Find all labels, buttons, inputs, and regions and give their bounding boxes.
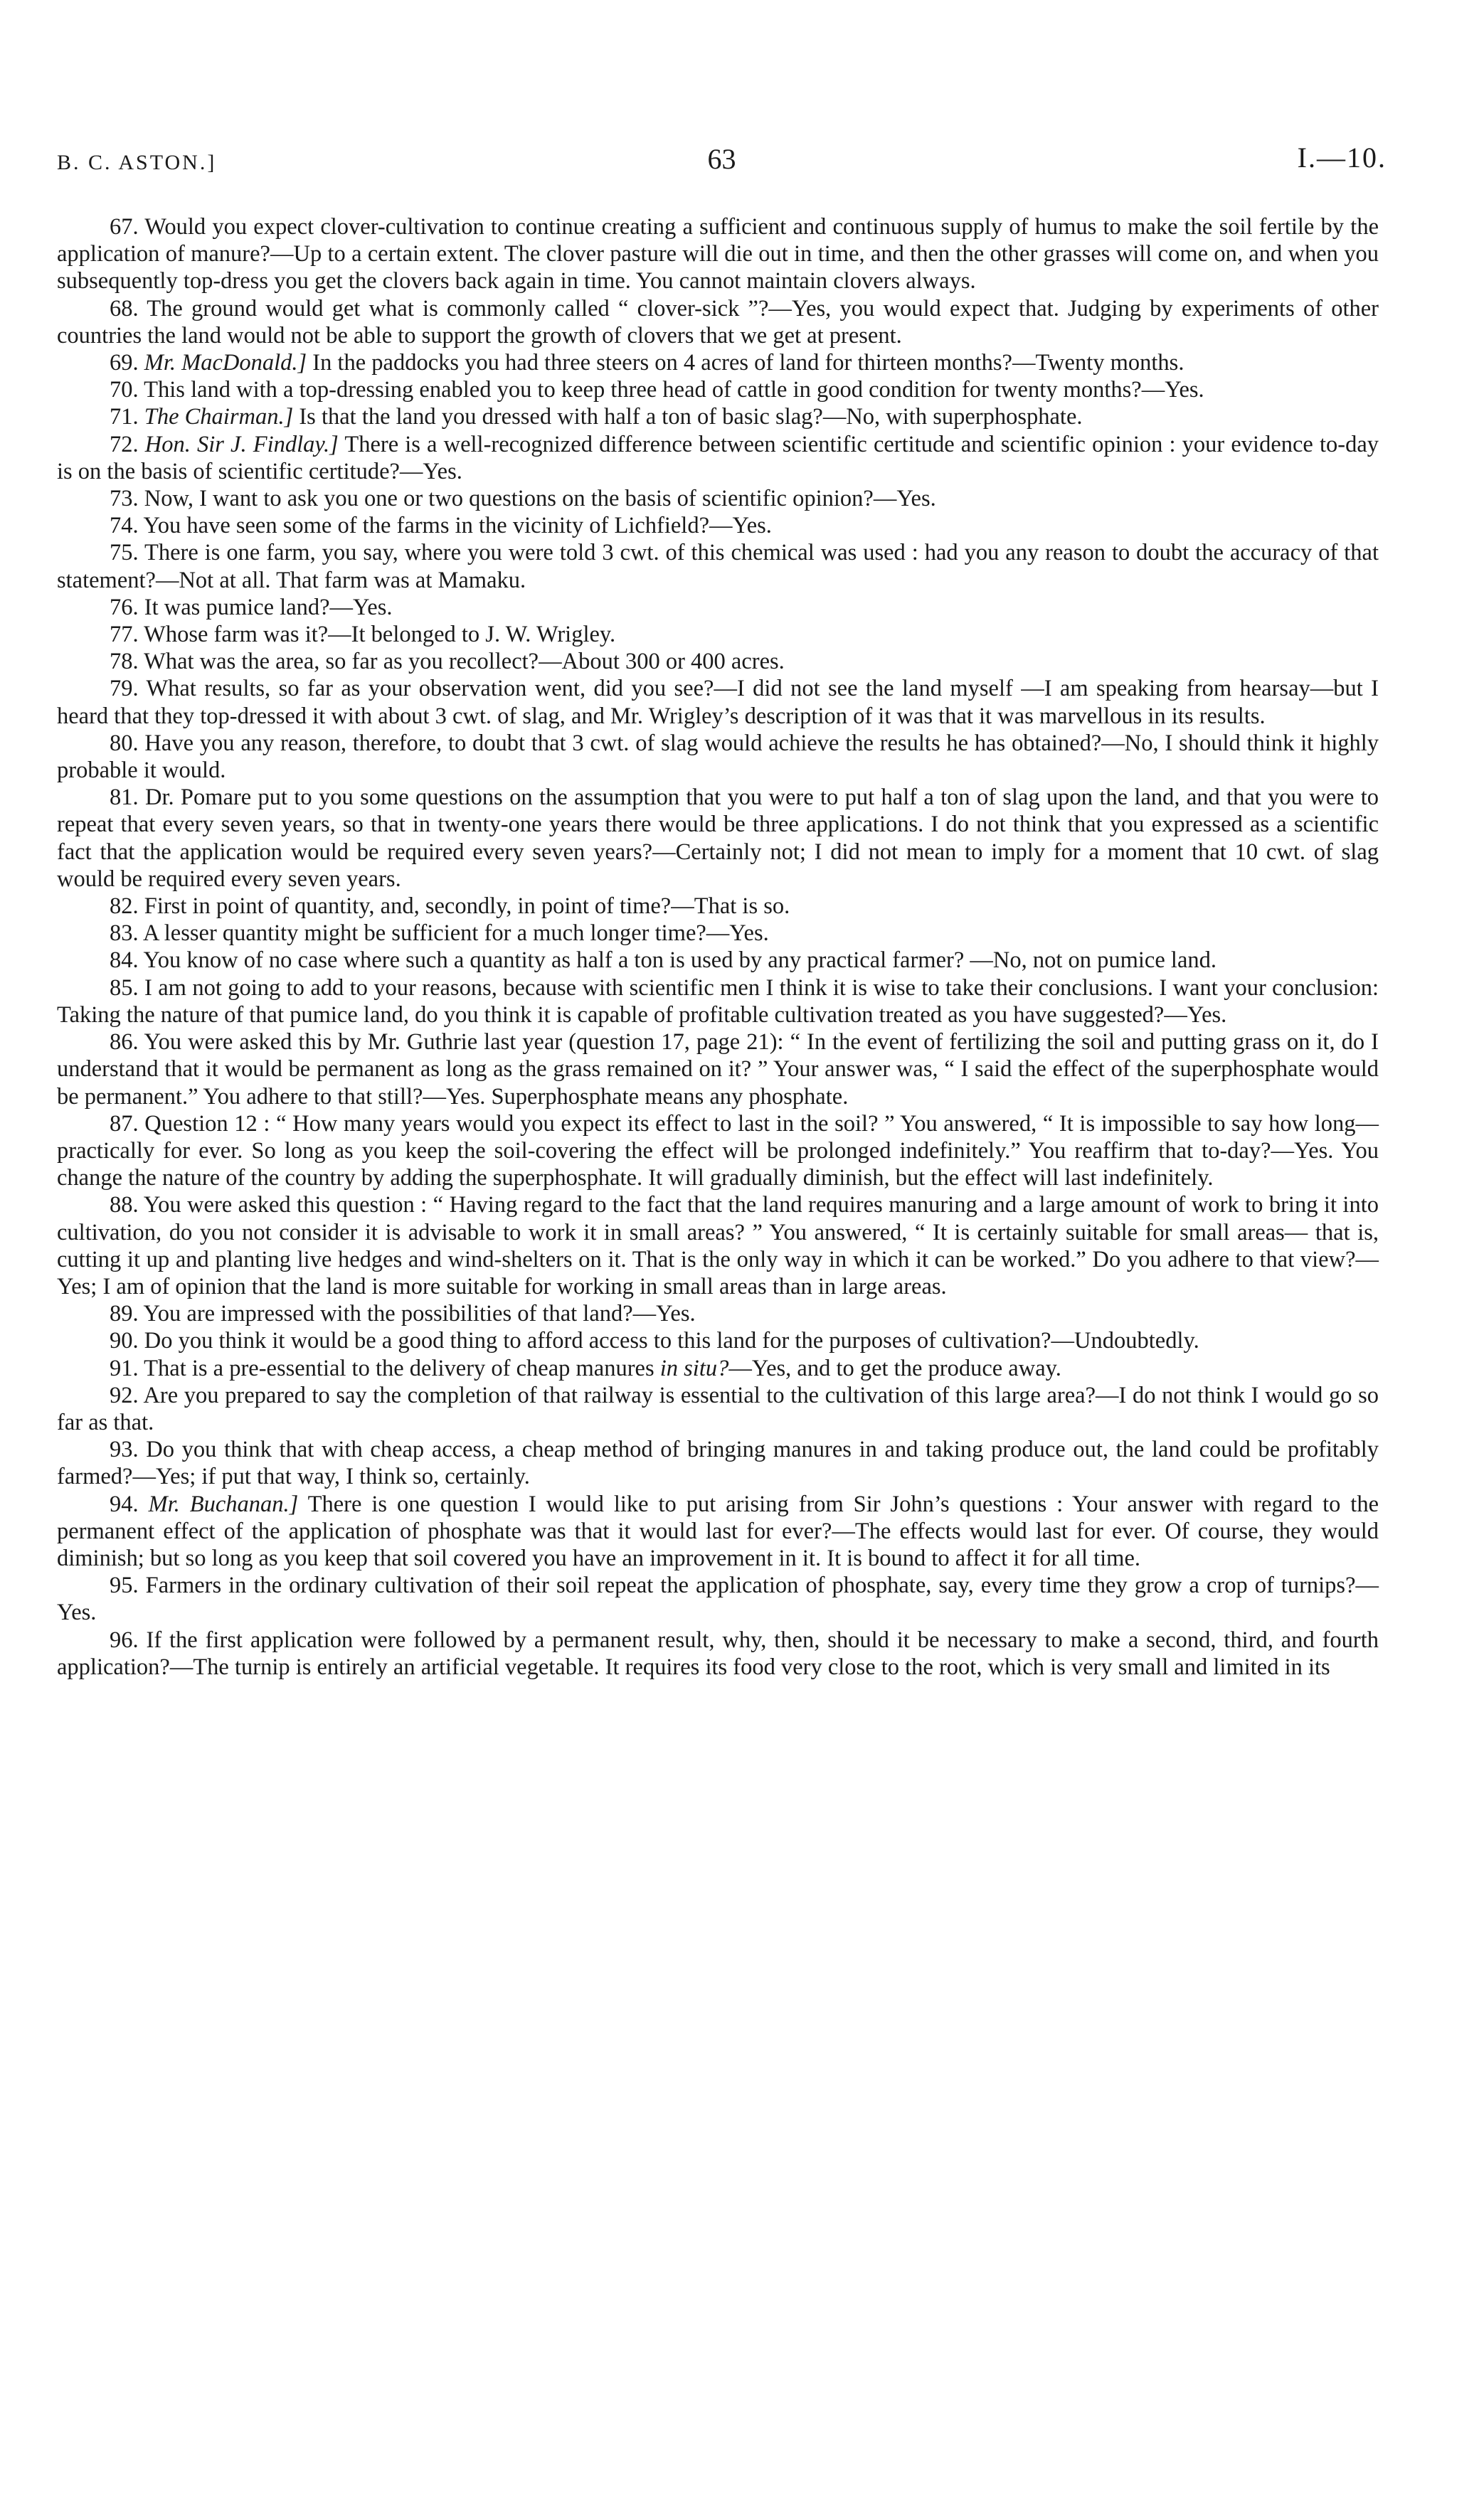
question-answer-text: You have seen some of the farms in the vicinity of Lichfield?—Yes. xyxy=(143,513,772,539)
question-answer-text: There is a well-recognized difference between scientific certitude and scientific opinion : your evidence to-day is on the basis of scientific certitude?—Yes. xyxy=(57,431,1379,484)
question-answer-text: A lesser quantity might be sufficient for a much longer time?—Yes. xyxy=(142,920,769,947)
question-number: 82. xyxy=(110,893,139,920)
question-paragraph xyxy=(57,403,1379,430)
witness-name: B. C. ASTON.] xyxy=(57,151,217,174)
question-text: That is a pre-essential to the delivery of cheap manures xyxy=(144,1355,654,1381)
question-paragraph xyxy=(57,431,1379,485)
question-paragraph xyxy=(57,648,1379,675)
question-answer-text: In the paddocks you had three steers on 4 acres of land for thirteen months?—Twenty months. xyxy=(312,350,1184,376)
question-number: 76. xyxy=(110,594,139,620)
question-paragraph xyxy=(57,594,1379,621)
question-paragraph xyxy=(57,675,1379,729)
question-answer-text: Do you think it would be a good thing to afford access to this land for the purposes of cultivation?—Undoubtedly. xyxy=(144,1328,1199,1354)
question-answer-text: There is one farm, you say, where you were told 3 cwt. of this chemical was used : had you any reason to doubt the accuracy of that statement?—Not at all. That farm was at Mamaku. xyxy=(57,540,1379,593)
question-paragraph xyxy=(57,1355,1379,1382)
question-answer-text: If the first application were followed by a permanent result, why, then, should it be necessary to make a second, third, and fourth application?—The turnip is entirely an artificial vegetable. It requires its food very close to the root, which is very small and limited in its xyxy=(57,1627,1379,1680)
question-answer-text: Have you any reason, therefore, to doubt that 3 cwt. of slag would achieve the results he has obtained?—No, I should think it highly probable it would. xyxy=(57,730,1379,784)
question-number: 91. xyxy=(110,1355,139,1381)
question-answer-text: —Yes, and to get the produce away. xyxy=(728,1355,1061,1381)
question-answer-text: You know of no case where such a quantity as half a ton is used by any practical farmer? —No, not on pumice land. xyxy=(143,947,1216,974)
question-number: 88. xyxy=(110,1192,139,1218)
question-answer-text: What results, so far as your observation went, did you see?—I did not see the land myself —I am speaking from hearsay—but I heard that they top-dressed it with about 3 cwt. of slag, and Mr. Wrigley’s description of it was that it was marvellous in its results. xyxy=(57,676,1379,729)
speaker-name: Mr. MacDonald.] xyxy=(144,350,307,376)
page-header xyxy=(57,142,1387,185)
question-number: 92. xyxy=(110,1382,139,1408)
question-answer-text: This land with a top-dressing enabled you to keep three head of cattle in good condition for twenty months?—Yes. xyxy=(144,377,1204,403)
question-answer-text: It was pumice land?—Yes. xyxy=(144,594,393,620)
question-paragraph xyxy=(57,485,1379,512)
question-answer-text: Do you think that with cheap access, a cheap method of bringing manures in and taking produce out, the land could be profitably farmed?—Yes; if put that way, I think so, certainly. xyxy=(57,1437,1379,1490)
evidence-body xyxy=(57,213,1379,1681)
question-number: 67. xyxy=(110,214,139,240)
question-paragraph xyxy=(57,1572,1379,1626)
question-number: 84. xyxy=(110,947,139,974)
question-answer-text: First in point of quantity, and, secondly, in point of time?—That is so. xyxy=(144,893,790,920)
question-paragraph xyxy=(57,1191,1379,1300)
question-number: 87. xyxy=(110,1110,139,1137)
question-paragraph xyxy=(57,213,1379,295)
question-paragraph xyxy=(57,1028,1379,1110)
question-answer-text: There is one question I would like to put arising from Sir John’s questions : Your answer with regard to the permanent effect of the application of phosphate was that it would last for ever?—The effects would last for ever. Of course, they would diminish; but so long as you keep that soil covered you have an improvement in it. It is bound to affect it for all time. xyxy=(57,1491,1379,1571)
question-paragraph xyxy=(57,974,1379,1028)
question-number: 94. xyxy=(110,1491,139,1517)
page-number: 63 xyxy=(707,143,736,175)
question-paragraph xyxy=(57,1110,1379,1192)
question-number: 73. xyxy=(110,486,139,512)
question-number: 79. xyxy=(110,676,139,702)
question-number: 68. xyxy=(110,295,139,321)
question-paragraph xyxy=(57,539,1379,593)
question-number: 69. xyxy=(110,350,139,376)
question-number: 96. xyxy=(110,1627,139,1653)
question-answer-text: Now, I want to ask you one or two questions on the basis of scientific opinion?—Yes. xyxy=(144,486,936,512)
question-answer-text: Are you prepared to say the completion of that railway is essential to the cultivation of this large area?—I do not think I would go so far as that. xyxy=(57,1382,1379,1435)
question-paragraph xyxy=(57,784,1379,893)
italic-phrase: in situ? xyxy=(659,1355,729,1381)
question-paragraph xyxy=(57,621,1379,648)
question-paragraph xyxy=(57,512,1379,539)
speaker-name: Hon. Sir J. Findlay.] xyxy=(144,431,339,457)
question-number: 80. xyxy=(110,730,139,756)
question-number: 86. xyxy=(110,1029,139,1056)
question-paragraph xyxy=(57,349,1379,376)
question-paragraph xyxy=(57,1382,1379,1436)
question-paragraph xyxy=(57,1491,1379,1573)
question-paragraph xyxy=(57,920,1379,947)
question-answer-text: You were asked this by Mr. Guthrie last year (question 17, page 21): “ In the event of fertilizing the soil and putting grass on it, do I understand that it would be permanent as long as the grass remained on it? ” Your answer was, “ I said the effect of the superphosphate would be permanent.” You adhere to that still?—Yes. Superphosphate means any phosphate. xyxy=(57,1029,1379,1110)
question-paragraph xyxy=(57,295,1379,349)
speaker-name: The Chairman.] xyxy=(144,404,294,430)
question-number: 95. xyxy=(110,1573,139,1599)
question-number: 78. xyxy=(110,649,139,675)
question-answer-text: Is that the land you dressed with half a ton of basic slag?—No, with superphosphate. xyxy=(299,404,1083,430)
question-paragraph xyxy=(57,893,1379,920)
question-answer-text: The ground would get what is commonly called “ clover-sick ”?—Yes, you would expect that. Judging by experiments of other countries the land would not be able to support the growth of clovers that we get at present. xyxy=(57,295,1379,349)
question-number: 85. xyxy=(110,974,139,1001)
question-answer-text: You are impressed with the possibilities of that land?—Yes. xyxy=(143,1301,696,1327)
question-answer-text: You were asked this question : “ Having regard to the fact that the land requires manuring and a large amount of work to bring it into cultivation, do you not consider it is advisable to work it in small areas? ” You answered, “ It is certainly suitable for small areas— that is, cutting it up and planting live hedges and wind-shelters on it. That is the only way in which it can be worked.” Do you adhere to that view?—Yes; I am of opinion that the land is more suitable for working in small areas than in large areas. xyxy=(57,1192,1379,1299)
question-paragraph xyxy=(57,947,1379,974)
question-number: 72. xyxy=(110,431,139,457)
question-number: 70. xyxy=(110,377,139,403)
question-paragraph xyxy=(57,730,1379,784)
question-paragraph xyxy=(57,1300,1379,1327)
question-number: 74. xyxy=(110,513,139,539)
question-number: 75. xyxy=(110,540,139,566)
speaker-name: Mr. Buchanan.] xyxy=(148,1491,299,1517)
question-number: 83. xyxy=(110,920,139,947)
question-answer-text: Would you expect clover-cultivation to continue creating a sufficient and continuous supply of humus to make the soil fertile by the application of manure?—Up to a certain extent. The clover pasture will die out in time, and then the other grasses will come on, and when you subsequently top-dress you get the clovers back again in time. You cannot maintain clovers always. xyxy=(57,214,1379,294)
question-answer-text: Question 12 : “ How many years would you expect its effect to last in the soil? ” You answered, “ It is impossible to say how long—practically for ever. So long as you keep the soil-covering the effect will be prolonged indefinitely.” You reaffirm that to-day?—Yes. You change the nature of the country by adding the superphosphate. It will gradually diminish, but the effect will last indefinitely. xyxy=(57,1110,1379,1191)
question-paragraph xyxy=(57,1436,1379,1490)
question-answer-text: Farmers in the ordinary cultivation of their soil repeat the application of phosphate, say, every time they grow a crop of turnips?—Yes. xyxy=(57,1573,1379,1626)
question-paragraph xyxy=(57,1327,1379,1354)
question-number: 90. xyxy=(110,1328,139,1354)
question-answer-text: Whose farm was it?—It belonged to J. W. Wrigley. xyxy=(144,622,616,648)
question-answer-text: I am not going to add to your reasons, because with scientific men I think it is wise to take their conclusions. I want your conclusion: Taking the nature of that pumice land, do you think it is capable of profitable cultivation treated as you have suggested?—Yes. xyxy=(57,974,1379,1028)
question-answer-text: Dr. Pomare put to you some questions on the assumption that you were to put half a ton of slag upon the land, and that you were to repeat that every seven years, so that in twenty-one years there would be three applications. I do not think that you expressed as a scientific fact that the application would be required every seven years?—Certainly not; I did not mean to imply for a moment that 10 cwt. of slag would be required every seven years. xyxy=(57,785,1379,892)
question-paragraph xyxy=(57,1627,1379,1681)
question-number: 77. xyxy=(110,622,139,648)
question-paragraph xyxy=(57,376,1379,403)
paper-reference: I.—10. xyxy=(1297,142,1387,174)
question-number: 71. xyxy=(110,404,139,430)
question-number: 93. xyxy=(110,1437,139,1463)
question-number: 89. xyxy=(110,1301,139,1327)
question-answer-text: What was the area, so far as you recollect?—About 300 or 400 acres. xyxy=(144,649,785,675)
question-number: 81. xyxy=(110,785,139,811)
